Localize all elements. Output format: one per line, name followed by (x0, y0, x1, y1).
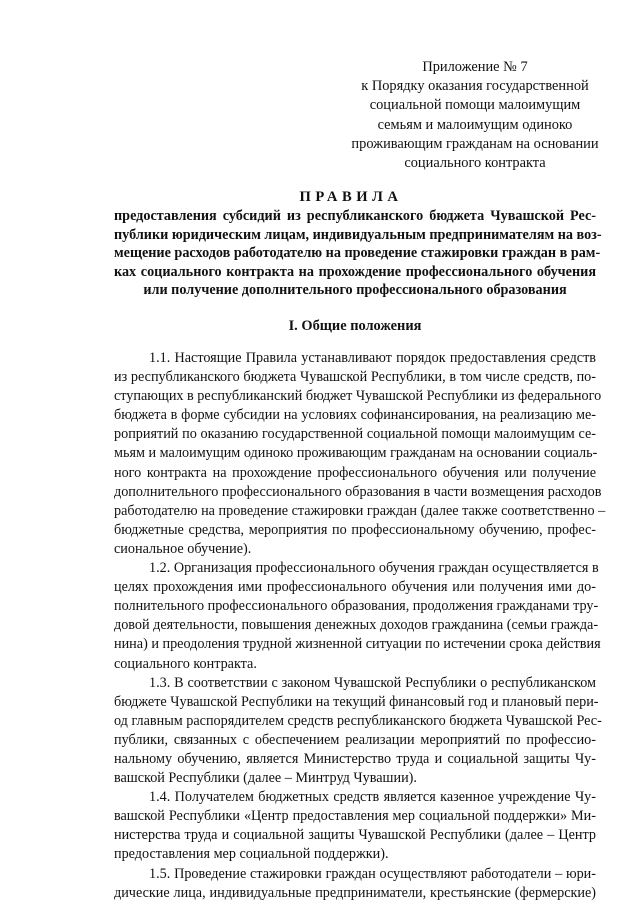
paragraph-line: нальному обучению, является Министерство труда и социальной защиты Чу- (114, 750, 596, 767)
paragraph (114, 559, 601, 674)
paragraph-line: 1.1. Настоящие Правила устанавливают порядок предоставления средств (149, 350, 596, 366)
paragraph-line: бюджета в форме субсидии на условиях софинансирования, на реализацию ме- (114, 407, 596, 424)
rules-subtitle-line: публики юридическим лицам, индивидуальным предпринимателям на воз- (114, 226, 602, 243)
document-body (114, 349, 606, 903)
rules-subtitle-line: предоставления субсидий из республиканского бюджета Чувашской Рес- (114, 208, 596, 224)
appendix-line: социального контракта (404, 155, 546, 172)
paragraph-line: 1.4. Получателем бюджетных средств является казенное учреждение Чу- (149, 789, 596, 806)
paragraph-line: од главным распорядителем средств республиканского бюджета Чувашской Рес- (114, 712, 602, 729)
paragraph-line: социального контракта. (114, 655, 257, 672)
paragraph-line: ступающих в республиканский бюджет Чувашской Республики из федерального (114, 388, 602, 405)
paragraph-line: вашской Республики (далее – Минтруд Чувашии). (114, 770, 417, 787)
paragraph-line: нистерства труда и социальной защиты Чувашской Республики (далее – Центр (114, 827, 596, 844)
appendix-header (330, 58, 620, 173)
rules-subtitle (114, 207, 602, 300)
paragraph-line: 1.2. Организация профессионального обучения граждан осуществляется в (149, 560, 599, 577)
paragraph-line: вашской Республики «Центр предоставления мер социальной поддержки» Ми- (114, 808, 596, 825)
appendix-line: Приложение № 7 (422, 59, 528, 75)
paragraph-line: публики, связанных с обеспечением реализации мероприятий по профессио- (114, 731, 596, 748)
paragraph-line: из республиканского бюджета Чувашской Республики, в том числе средств, по- (114, 369, 596, 386)
appendix-line: семьям и малоимущим одиноко (377, 116, 573, 133)
paragraph-line: роприятий по оказанию государственной социальной помощи малоимущим се- (114, 426, 596, 443)
paragraph-line: бюджете Чувашской Республики на текущий финансовый год и плановый пери- (114, 693, 599, 710)
rules-subtitle-line: ках социального контракта на прохождение профессионального обучения (114, 263, 596, 280)
paragraph-line: предоставления мер социальной поддержки). (114, 846, 389, 863)
appendix-line: социальной помощи малоимущим (369, 97, 581, 114)
paragraph (114, 865, 596, 903)
rules-subtitle-line: мещение расходов работодателю на проведение стажировки граждан в рам- (114, 245, 601, 262)
paragraph-line: бюджетные средства, мероприятия по профессиональному обучению, профес- (114, 521, 596, 538)
paragraph-line: 1.3. В соответствии с законом Чувашской Республики о республиканском (149, 674, 596, 691)
paragraph-line: сиональное обучение). (114, 540, 252, 557)
paragraph (114, 349, 606, 559)
paragraph-line: 1.5. Проведение стажировки граждан осуществляют работодатели – юри- (149, 865, 596, 882)
paragraph-line: целях прохождения ими профессионального обучения или получения ими до- (114, 579, 596, 596)
rules-subtitle-line: или получение дополнительного профессионального образования (143, 282, 567, 299)
paragraph-line: полнительного профессионального образования, продолжения гражданами тру- (114, 598, 599, 615)
paragraph-line: дополнительного профессионального образования в части возмещения расходов (114, 483, 602, 500)
paragraph (114, 788, 596, 864)
paragraph (114, 674, 602, 789)
section-title: I. Общие положения (288, 318, 422, 334)
paragraph-line: работодателю на проведение стажировки граждан (далее также соответственно – (114, 502, 606, 519)
appendix-line: к Порядку оказания государственной (361, 78, 589, 95)
paragraph-line: дические лица, индивидуальные предприниматели, крестьянские (фермерские) (114, 884, 596, 901)
paragraph-line: мьям и малоимущим одиноко проживающим гражданам на основании социаль- (114, 445, 598, 462)
paragraph-line: ного контракта на прохождение профессионального обучения или получение (114, 464, 596, 481)
appendix-line: проживающим гражданам на основании (351, 135, 599, 152)
paragraph-line: нина) и преодоления трудной жизненной ситуации по истечении срока действия (114, 636, 601, 653)
paragraph-line: довой деятельности, повышения денежных доходов гражданина (семьи гражда- (114, 617, 599, 634)
rules-title: ПРАВИЛА (299, 189, 403, 205)
